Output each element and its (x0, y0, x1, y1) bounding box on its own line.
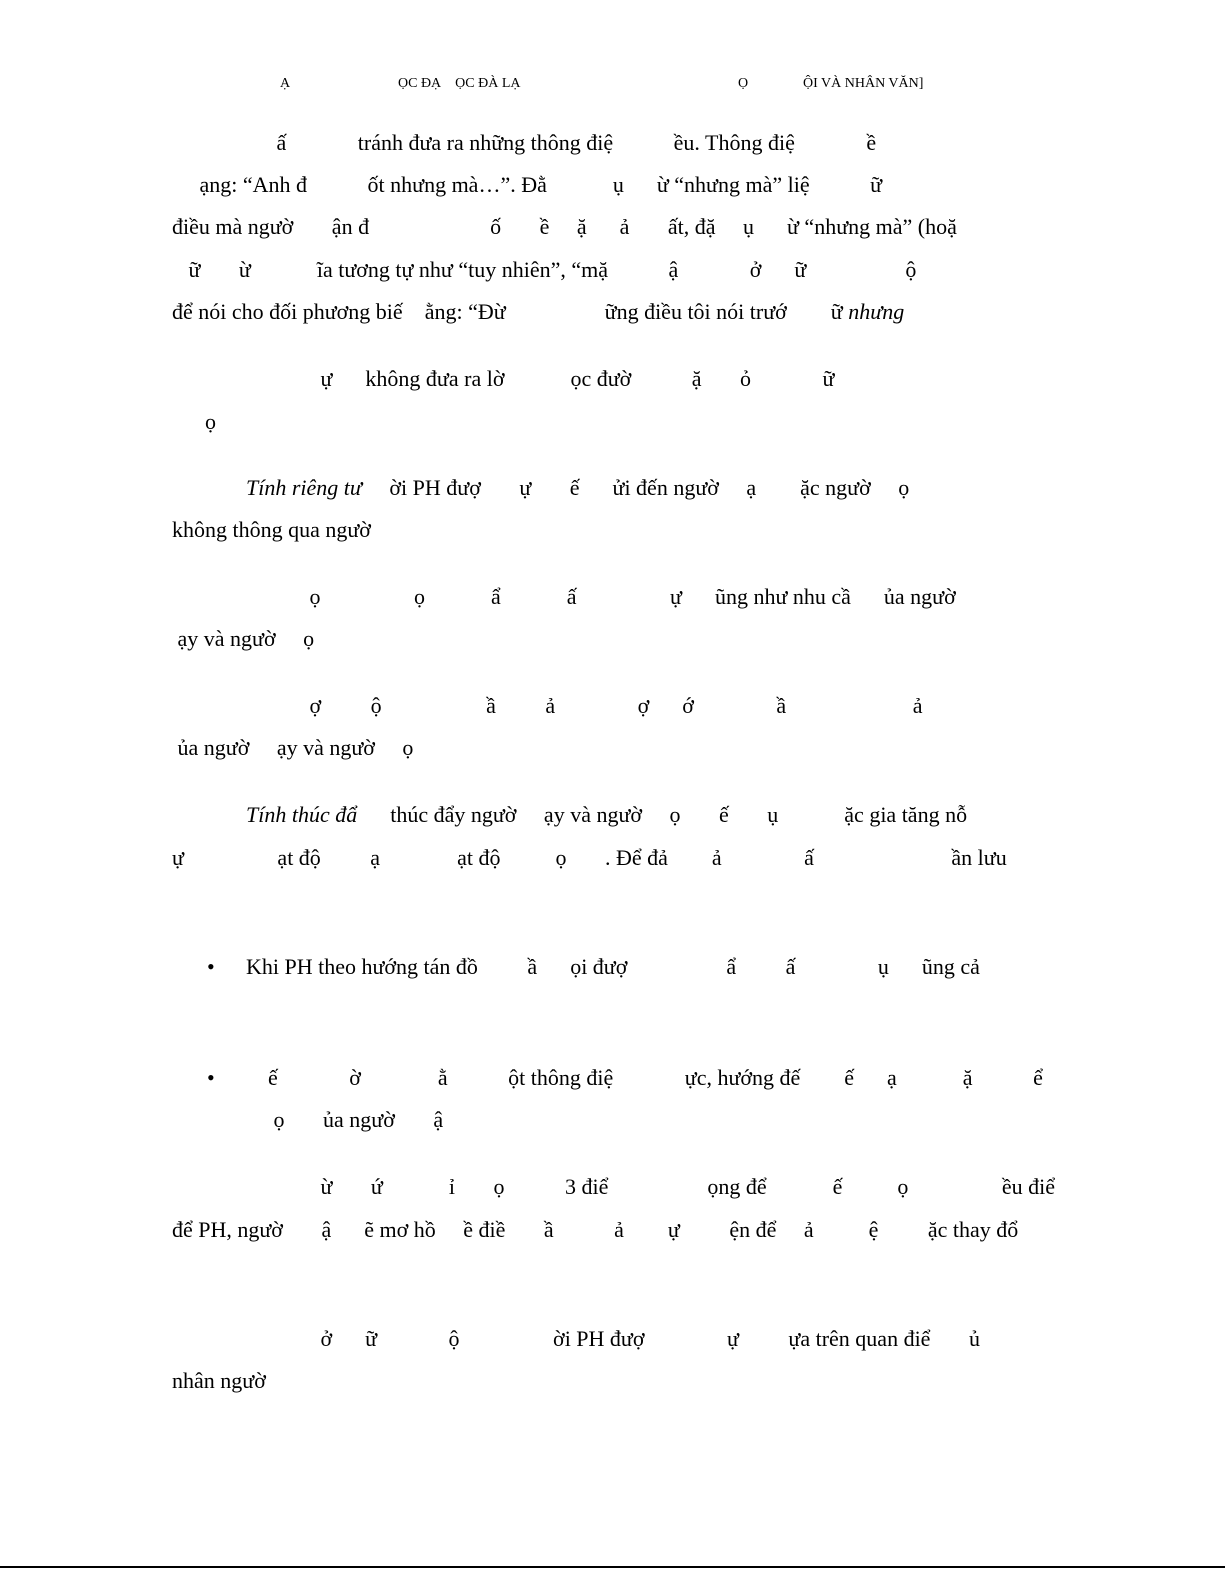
paragraph-text: ời PH đượ ự ế ửi đến ngườ ạ ặc ngườ ọ (361, 475, 910, 500)
paragraph-line (246, 475, 1126, 501)
paragraph-line: ữ ừ ĩa tương tự như “tuy nhiên”, “mặ ậ ở ữ ộ (172, 257, 917, 282)
bullet-item: ế ờ ằ ột thông điệ ực, hướng đế ế ạ ặ ể (246, 1065, 1043, 1090)
paragraph-line (172, 299, 1052, 325)
term-italic: Tính riêng tư (246, 475, 362, 500)
header-left: Ạ (280, 76, 291, 91)
header-right-b: ỘI VÀ NHÂN VĂN] (803, 76, 924, 91)
paragraph-line: ự ạt độ ạ ạt độ ọ . Để đả ả ấ ần lưu (172, 845, 1007, 870)
term-italic: Tính thúc đẩ (246, 802, 358, 827)
footer-rule (0, 1566, 1225, 1568)
header-right-a: Ọ (738, 76, 749, 91)
paragraph-line: ự không đưa ra lờ ọc đườ ặ ỏ ữ (172, 366, 835, 391)
paragraph-text: thúc đẩy ngườ ạy và ngườ ọ ế ụ ặc gia tăng nỗ (357, 802, 968, 827)
bullet-icon: • (207, 1065, 215, 1090)
paragraph-line: không thông qua ngườ (172, 517, 371, 542)
paragraph-line: nhân ngườ (172, 1368, 266, 1393)
paragraph-line (246, 802, 1126, 828)
paragraph-line: ừ ứ ỉ ọ 3 điể ọng để ế ọ ều điể (172, 1174, 1056, 1199)
bullet-item-continued: ọ ủa ngườ ậ (246, 1107, 444, 1132)
paragraph-line: ợ ộ ầ ả ợ ớ ầ ả (172, 693, 923, 718)
paragraph-line: điều mà ngườ ận đ ố ề ặ ả ất, đặ ụ ừ “nhưng mà” (hoặ (172, 214, 957, 239)
italic-word: nhưng (848, 299, 905, 324)
paragraph-line: ở ữ ộ ời PH đượ ự ựa trên quan điể ủ (172, 1326, 980, 1351)
paragraph-text: để nói cho đối phương biế ằng: “Đừ ững điều tôi nói trướ ữ (172, 299, 849, 324)
paragraph-line: ủa ngườ ạy và ngườ ọ (172, 735, 414, 760)
paragraph-line: ọ (172, 409, 216, 434)
bullet-icon: • (207, 954, 215, 979)
paragraph-line: để PH, ngườ ậ ẽ mơ hồ ề điề ầ ả ự ện để ả ệ ặc thay đổ (172, 1217, 1019, 1242)
paragraph-line: ọ ọ ẩ ấ ự ũng như nhu cầ ủa ngườ (172, 584, 956, 609)
paragraph-line: ạy và ngườ ọ (172, 626, 315, 651)
paragraph-line: ạng: “Anh đ ốt nhưng mà…”. Đằ ụ ừ “nhưng mà” liệ ữ (172, 172, 883, 197)
header-middle: ỌC ĐẠ ỌC ĐÀ LẠ (398, 76, 521, 91)
paragraph-line: ấ tránh đưa ra những thông điệ ều. Thông điệ ề (172, 130, 877, 155)
bullet-item: Khi PH theo hướng tán đồ ầ ọi đượ ẩ ấ ụ ũng cả (246, 954, 980, 979)
